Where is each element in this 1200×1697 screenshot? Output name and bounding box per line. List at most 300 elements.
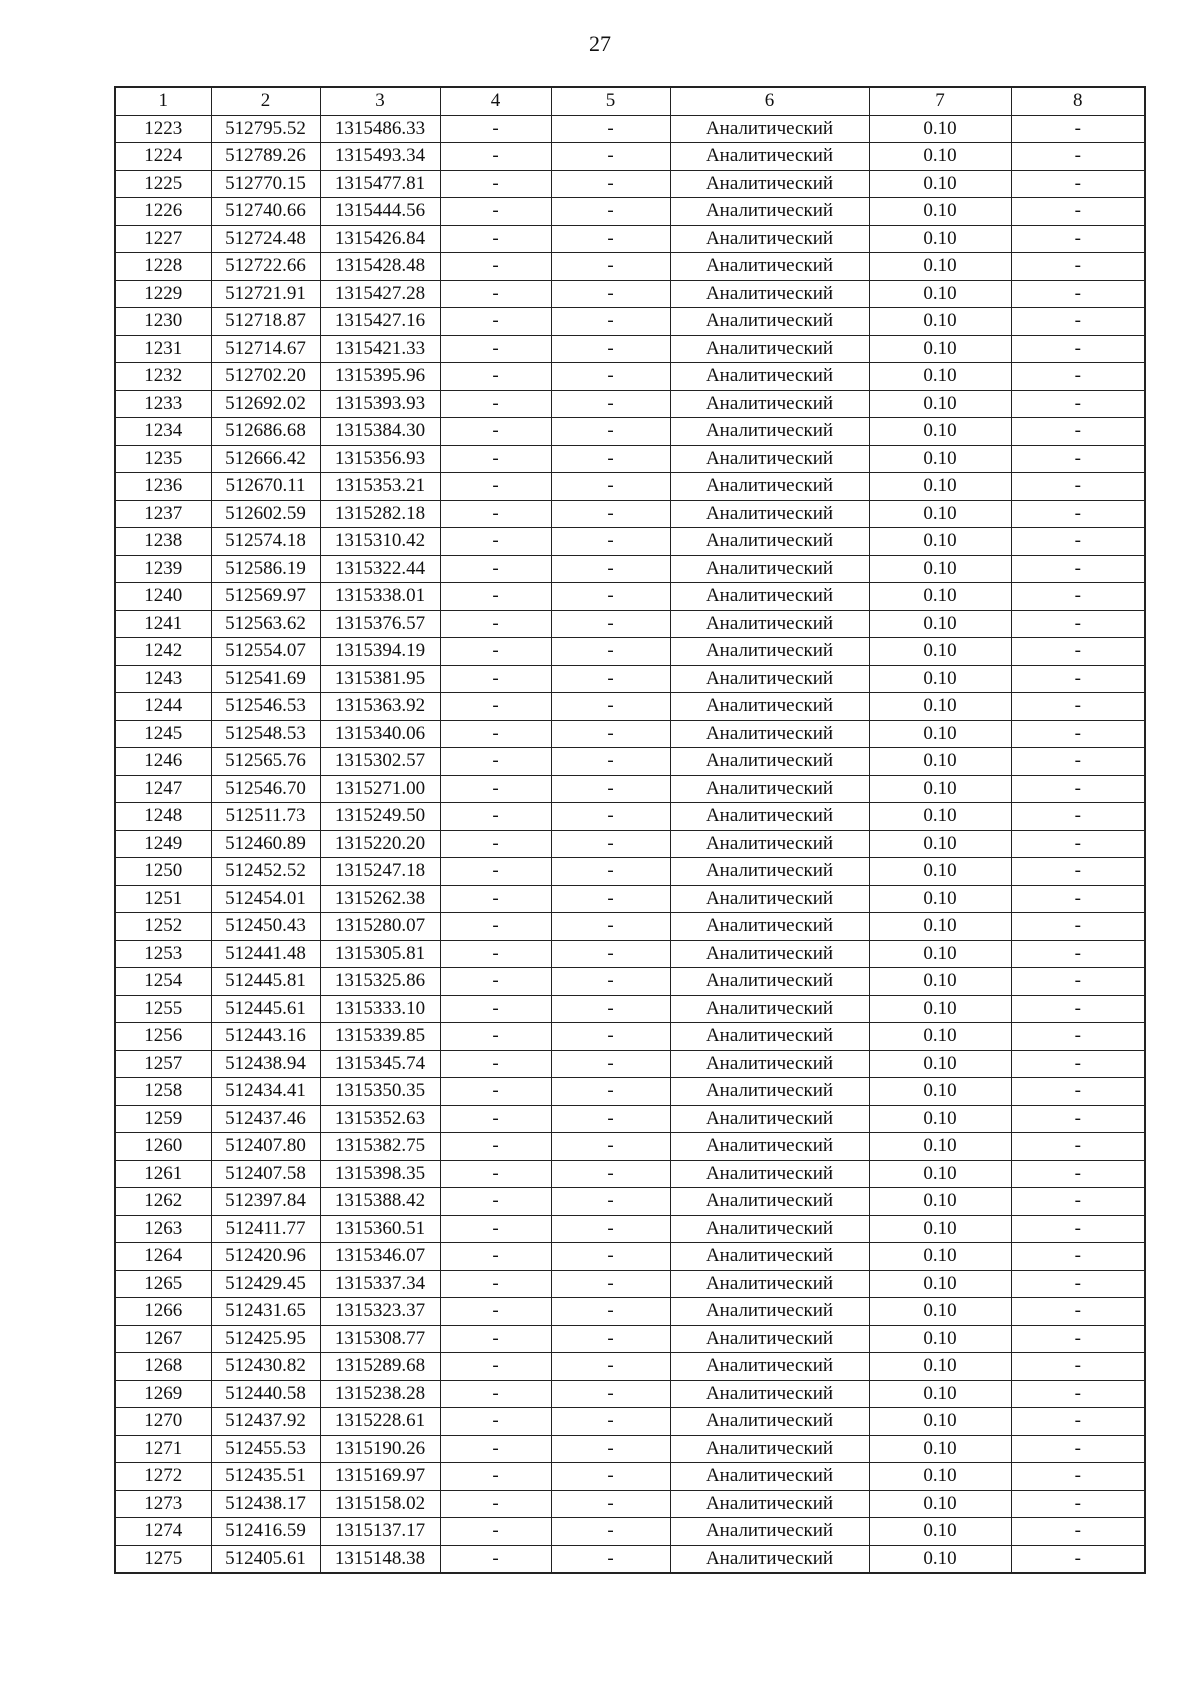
cell-col-4: - [440,1023,551,1051]
cell-method: Аналитический [670,610,869,638]
cell-coord-x: 512452.52 [211,858,320,886]
cell-col-8: - [1011,858,1145,886]
cell-point-number: 1226 [115,198,211,226]
cell-method: Аналитический [670,1408,869,1436]
table-row [115,500,1145,528]
cell-col-4: - [440,445,551,473]
table-row [115,748,1145,776]
cell-method: Аналитический [670,1298,869,1326]
cell-col-8: - [1011,610,1145,638]
cell-coord-y: 1315137.17 [320,1518,440,1546]
cell-coord-x: 512440.58 [211,1380,320,1408]
cell-accuracy: 0.10 [869,803,1011,831]
cell-method: Аналитический [670,638,869,666]
cell-coord-x: 512431.65 [211,1298,320,1326]
cell-coord-y: 1315337.34 [320,1270,440,1298]
cell-col-5: - [551,1023,670,1051]
cell-col-8: - [1011,1105,1145,1133]
cell-point-number: 1262 [115,1188,211,1216]
cell-coord-y: 1315220.20 [320,830,440,858]
cell-method: Аналитический [670,390,869,418]
cell-method: Аналитический [670,995,869,1023]
cell-col-5: - [551,1380,670,1408]
cell-col-5: - [551,1243,670,1271]
cell-col-5: - [551,225,670,253]
cell-col-5: - [551,1353,670,1381]
cell-col-8: - [1011,1215,1145,1243]
cell-coord-y: 1315158.02 [320,1490,440,1518]
cell-accuracy: 0.10 [869,418,1011,446]
cell-col-4: - [440,1270,551,1298]
cell-coord-y: 1315262.38 [320,885,440,913]
cell-col-4: - [440,913,551,941]
cell-method: Аналитический [670,335,869,363]
cell-point-number: 1255 [115,995,211,1023]
column-header: 1 [115,87,211,115]
cell-coord-y: 1315340.06 [320,720,440,748]
cell-accuracy: 0.10 [869,1325,1011,1353]
cell-col-8: - [1011,665,1145,693]
cell-coord-x: 512569.97 [211,583,320,611]
cell-col-4: - [440,1160,551,1188]
cell-coord-y: 1315477.81 [320,170,440,198]
cell-coord-y: 1315356.93 [320,445,440,473]
column-header: 3 [320,87,440,115]
table-row [115,1243,1145,1271]
cell-col-4: - [440,693,551,721]
cell-accuracy: 0.10 [869,445,1011,473]
cell-coord-y: 1315427.16 [320,308,440,336]
cell-accuracy: 0.10 [869,1050,1011,1078]
table-row [115,390,1145,418]
cell-point-number: 1245 [115,720,211,748]
cell-col-5: - [551,748,670,776]
cell-method: Аналитический [670,1160,869,1188]
cell-coord-x: 512670.11 [211,473,320,501]
table-row [115,940,1145,968]
cell-accuracy: 0.10 [869,1353,1011,1381]
table-row [115,1023,1145,1051]
cell-coord-x: 512546.53 [211,693,320,721]
cell-coord-x: 512718.87 [211,308,320,336]
cell-coord-x: 512407.58 [211,1160,320,1188]
table-row [115,775,1145,803]
cell-col-4: - [440,638,551,666]
cell-col-4: - [440,1545,551,1573]
cell-col-5: - [551,913,670,941]
cell-accuracy: 0.10 [869,583,1011,611]
cell-coord-y: 1315305.81 [320,940,440,968]
table-row [115,418,1145,446]
cell-col-5: - [551,418,670,446]
table-header-row [115,87,1145,115]
cell-col-8: - [1011,748,1145,776]
cell-col-4: - [440,1325,551,1353]
cell-col-5: - [551,940,670,968]
cell-col-4: - [440,1243,551,1271]
cell-col-4: - [440,1463,551,1491]
cell-coord-x: 512789.26 [211,143,320,171]
cell-col-4: - [440,335,551,363]
cell-col-8: - [1011,528,1145,556]
cell-point-number: 1236 [115,473,211,501]
cell-point-number: 1257 [115,1050,211,1078]
cell-col-8: - [1011,143,1145,171]
cell-col-4: - [440,280,551,308]
cell-point-number: 1234 [115,418,211,446]
cell-coord-y: 1315282.18 [320,500,440,528]
cell-method: Аналитический [670,1353,869,1381]
cell-point-number: 1239 [115,555,211,583]
cell-coord-y: 1315363.92 [320,693,440,721]
cell-col-5: - [551,610,670,638]
cell-method: Аналитический [670,225,869,253]
cell-method: Аналитический [670,500,869,528]
table-row [115,1463,1145,1491]
cell-coord-x: 512721.91 [211,280,320,308]
cell-col-8: - [1011,968,1145,996]
cell-point-number: 1272 [115,1463,211,1491]
table-row [115,665,1145,693]
cell-col-8: - [1011,830,1145,858]
cell-coord-x: 512702.20 [211,363,320,391]
table-row [115,885,1145,913]
cell-col-8: - [1011,1160,1145,1188]
cell-coord-x: 512602.59 [211,500,320,528]
cell-coord-x: 512460.89 [211,830,320,858]
cell-col-5: - [551,1188,670,1216]
cell-col-8: - [1011,913,1145,941]
table-row [115,968,1145,996]
cell-col-4: - [440,1188,551,1216]
cell-method: Аналитический [670,170,869,198]
cell-col-8: - [1011,418,1145,446]
cell-col-4: - [440,1435,551,1463]
cell-col-5: - [551,115,670,143]
cell-col-4: - [440,858,551,886]
table-row [115,1408,1145,1436]
cell-col-8: - [1011,390,1145,418]
table-row [115,1078,1145,1106]
cell-point-number: 1252 [115,913,211,941]
cell-col-5: - [551,968,670,996]
cell-method: Аналитический [670,1215,869,1243]
cell-method: Аналитический [670,1078,869,1106]
cell-col-8: - [1011,1270,1145,1298]
table-row [115,803,1145,831]
cell-col-5: - [551,583,670,611]
cell-method: Аналитический [670,940,869,968]
cell-point-number: 1250 [115,858,211,886]
cell-col-5: - [551,858,670,886]
cell-coord-y: 1315388.42 [320,1188,440,1216]
column-header: 5 [551,87,670,115]
cell-col-5: - [551,1298,670,1326]
cell-accuracy: 0.10 [869,830,1011,858]
cell-coord-x: 512405.61 [211,1545,320,1573]
cell-col-5: - [551,803,670,831]
cell-col-8: - [1011,1023,1145,1051]
cell-point-number: 1263 [115,1215,211,1243]
cell-accuracy: 0.10 [869,555,1011,583]
cell-coord-y: 1315271.00 [320,775,440,803]
cell-method: Аналитический [670,1463,869,1491]
cell-col-4: - [440,363,551,391]
cell-accuracy: 0.10 [869,308,1011,336]
cell-accuracy: 0.10 [869,170,1011,198]
cell-col-5: - [551,1133,670,1161]
cell-method: Аналитический [670,913,869,941]
cell-coord-x: 512563.62 [211,610,320,638]
cell-col-4: - [440,583,551,611]
cell-coord-x: 512397.84 [211,1188,320,1216]
cell-coord-x: 512425.95 [211,1325,320,1353]
cell-col-5: - [551,1270,670,1298]
cell-method: Аналитический [670,555,869,583]
table-row [115,638,1145,666]
cell-col-4: - [440,885,551,913]
cell-col-4: - [440,968,551,996]
cell-coord-x: 512666.42 [211,445,320,473]
cell-coord-y: 1315308.77 [320,1325,440,1353]
cell-coord-y: 1315302.57 [320,748,440,776]
cell-method: Аналитический [670,693,869,721]
cell-method: Аналитический [670,1105,869,1133]
cell-col-8: - [1011,803,1145,831]
cell-method: Аналитический [670,1188,869,1216]
cell-method: Аналитический [670,665,869,693]
cell-accuracy: 0.10 [869,1188,1011,1216]
cell-col-5: - [551,1408,670,1436]
table-row [115,1353,1145,1381]
table-row [115,1160,1145,1188]
cell-col-5: - [551,253,670,281]
cell-col-8: - [1011,115,1145,143]
column-header: 8 [1011,87,1145,115]
cell-col-5: - [551,143,670,171]
cell-coord-y: 1315350.35 [320,1078,440,1106]
cell-col-8: - [1011,1408,1145,1436]
cell-coord-x: 512443.16 [211,1023,320,1051]
cell-col-8: - [1011,170,1145,198]
cell-point-number: 1266 [115,1298,211,1326]
cell-col-8: - [1011,1490,1145,1518]
cell-point-number: 1273 [115,1490,211,1518]
cell-point-number: 1271 [115,1435,211,1463]
cell-col-4: - [440,115,551,143]
cell-coord-y: 1315249.50 [320,803,440,831]
cell-method: Аналитический [670,775,869,803]
cell-col-5: - [551,445,670,473]
cell-accuracy: 0.10 [869,1243,1011,1271]
cell-col-4: - [440,253,551,281]
cell-accuracy: 0.10 [869,473,1011,501]
cell-method: Аналитический [670,253,869,281]
cell-coord-x: 512437.92 [211,1408,320,1436]
cell-accuracy: 0.10 [869,115,1011,143]
cell-col-5: - [551,390,670,418]
cell-coord-x: 512714.67 [211,335,320,363]
table-row [115,1270,1145,1298]
table-row [115,528,1145,556]
cell-accuracy: 0.10 [869,1215,1011,1243]
table-row [115,1435,1145,1463]
table-row [115,225,1145,253]
cell-accuracy: 0.10 [869,1518,1011,1546]
cell-point-number: 1251 [115,885,211,913]
table-row [115,198,1145,226]
cell-col-4: - [440,308,551,336]
cell-col-5: - [551,528,670,556]
cell-coord-y: 1315325.86 [320,968,440,996]
cell-point-number: 1264 [115,1243,211,1271]
cell-coord-x: 512445.81 [211,968,320,996]
cell-coord-y: 1315289.68 [320,1353,440,1381]
table-row [115,858,1145,886]
cell-coord-x: 512455.53 [211,1435,320,1463]
table-row [115,1490,1145,1518]
cell-point-number: 1265 [115,1270,211,1298]
cell-col-4: - [440,198,551,226]
cell-coord-y: 1315486.33 [320,115,440,143]
cell-accuracy: 0.10 [869,638,1011,666]
cell-col-4: - [440,995,551,1023]
cell-point-number: 1275 [115,1545,211,1573]
cell-coord-x: 512430.82 [211,1353,320,1381]
cell-point-number: 1223 [115,115,211,143]
cell-col-5: - [551,1215,670,1243]
cell-coord-x: 512692.02 [211,390,320,418]
cell-coord-y: 1315346.07 [320,1243,440,1271]
cell-col-5: - [551,473,670,501]
table-row [115,143,1145,171]
table-row [115,473,1145,501]
cell-coord-x: 512434.41 [211,1078,320,1106]
cell-accuracy: 0.10 [869,225,1011,253]
cell-coord-x: 512795.52 [211,115,320,143]
cell-accuracy: 0.10 [869,1545,1011,1573]
cell-method: Аналитический [670,418,869,446]
cell-point-number: 1259 [115,1105,211,1133]
cell-accuracy: 0.10 [869,1078,1011,1106]
cell-method: Аналитический [670,968,869,996]
cell-col-4: - [440,775,551,803]
cell-col-4: - [440,1408,551,1436]
cell-point-number: 1240 [115,583,211,611]
cell-col-5: - [551,1050,670,1078]
cell-coord-y: 1315395.96 [320,363,440,391]
cell-accuracy: 0.10 [869,1270,1011,1298]
cell-point-number: 1267 [115,1325,211,1353]
cell-coord-y: 1315190.26 [320,1435,440,1463]
table-row [115,1380,1145,1408]
cell-method: Аналитический [670,803,869,831]
cell-coord-x: 512586.19 [211,555,320,583]
cell-coord-x: 512686.68 [211,418,320,446]
cell-col-4: - [440,1298,551,1326]
cell-coord-y: 1315444.56 [320,198,440,226]
cell-method: Аналитический [670,1380,869,1408]
cell-point-number: 1228 [115,253,211,281]
cell-coord-y: 1315376.57 [320,610,440,638]
cell-coord-x: 512554.07 [211,638,320,666]
table-row [115,610,1145,638]
cell-point-number: 1253 [115,940,211,968]
cell-col-8: - [1011,1188,1145,1216]
cell-method: Аналитический [670,1545,869,1573]
cell-col-5: - [551,198,670,226]
cell-coord-x: 512411.77 [211,1215,320,1243]
table-row [115,115,1145,143]
table-row [115,555,1145,583]
cell-col-8: - [1011,940,1145,968]
cell-coord-y: 1315426.84 [320,225,440,253]
column-header: 6 [670,87,869,115]
cell-col-4: - [440,1380,551,1408]
cell-col-5: - [551,170,670,198]
cell-point-number: 1227 [115,225,211,253]
cell-coord-x: 512740.66 [211,198,320,226]
cell-col-8: - [1011,775,1145,803]
table-row [115,1188,1145,1216]
cell-coord-x: 512454.01 [211,885,320,913]
cell-point-number: 1238 [115,528,211,556]
cell-method: Аналитический [670,858,869,886]
cell-col-4: - [440,555,551,583]
cell-coord-x: 512435.51 [211,1463,320,1491]
cell-col-4: - [440,1133,551,1161]
cell-method: Аналитический [670,280,869,308]
cell-accuracy: 0.10 [869,143,1011,171]
table-row [115,995,1145,1023]
cell-col-5: - [551,830,670,858]
cell-coord-x: 512722.66 [211,253,320,281]
cell-accuracy: 0.10 [869,775,1011,803]
cell-method: Аналитический [670,1518,869,1546]
cell-col-8: - [1011,1325,1145,1353]
cell-col-8: - [1011,1518,1145,1546]
cell-coord-y: 1315323.37 [320,1298,440,1326]
table-row [115,1215,1145,1243]
cell-point-number: 1224 [115,143,211,171]
cell-accuracy: 0.10 [869,198,1011,226]
cell-method: Аналитический [670,885,869,913]
cell-point-number: 1241 [115,610,211,638]
cell-accuracy: 0.10 [869,363,1011,391]
cell-method: Аналитический [670,143,869,171]
table-row [115,1050,1145,1078]
cell-coord-y: 1315345.74 [320,1050,440,1078]
cell-col-8: - [1011,1050,1145,1078]
cell-method: Аналитический [670,720,869,748]
cell-coord-x: 512541.69 [211,665,320,693]
cell-point-number: 1274 [115,1518,211,1546]
cell-accuracy: 0.10 [869,528,1011,556]
cell-method: Аналитический [670,445,869,473]
cell-col-8: - [1011,1298,1145,1326]
cell-coord-y: 1315333.10 [320,995,440,1023]
cell-accuracy: 0.10 [869,1133,1011,1161]
cell-point-number: 1235 [115,445,211,473]
cell-col-8: - [1011,198,1145,226]
cell-col-8: - [1011,335,1145,363]
cell-point-number: 1249 [115,830,211,858]
cell-col-4: - [440,143,551,171]
cell-coord-y: 1315394.19 [320,638,440,666]
cell-method: Аналитический [670,473,869,501]
cell-method: Аналитический [670,830,869,858]
cell-col-5: - [551,885,670,913]
